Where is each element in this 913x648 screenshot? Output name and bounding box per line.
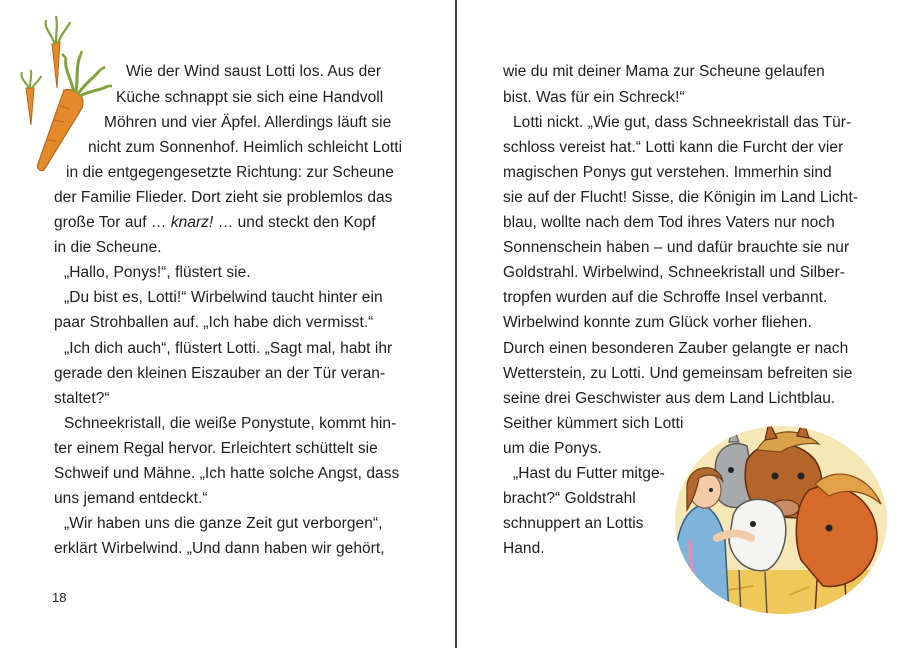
text-line: Möhren und vier Äpfel. Allerdings läuft sie <box>104 114 392 131</box>
text-line: in die entgegengesetzte Richtung: zur Scheune <box>66 164 394 181</box>
text-line: staltet?“ <box>54 390 110 407</box>
text-line: schloss vereist hat.“ Lotti kann die Furcht der vier <box>503 139 844 156</box>
text-line: „Du bist es, Lotti!“ Wirbelwind taucht hinter ein <box>64 289 383 306</box>
text-line: uns jemand entdeckt.“ <box>54 490 208 507</box>
text-line: Küche schnappt sie sich eine Handvoll <box>116 89 384 106</box>
text-line: nicht zum Sonnenhof. Heimlich schleicht Lotti <box>88 139 403 156</box>
text-line: erklärt Wirbelwind. „Und dann haben wir gehört, <box>54 540 385 557</box>
left-page <box>0 0 455 648</box>
text-line: Schneekristall, die weiße Ponystute, kommt hin- <box>64 415 397 432</box>
text-line: Seither kümmert sich Lotti <box>503 415 684 432</box>
text-line: „Hast du Futter mitge- <box>513 465 665 482</box>
text-line: bracht?“ Goldstrahl <box>503 490 636 507</box>
text-fragment: große Tor auf … <box>54 214 167 231</box>
girl-with-ponies-illustration <box>669 420 889 615</box>
text-line: Wirbelwind konnte zum Glück vorher fliehen. <box>503 314 812 331</box>
text-line: Durch einen besonderen Zauber gelangte er nach <box>503 340 849 357</box>
text-line: „Hallo, Ponys!“, flüstert sie. <box>64 264 251 281</box>
text-line: bist. Was für ein Schreck!“ <box>503 89 685 106</box>
text-line: Wie der Wind saust Lotti los. Aus der <box>126 63 382 80</box>
text-line: Schweif und Mähne. „Ich hatte solche Angst, dass <box>54 465 400 482</box>
text-line: der Familie Flieder. Dort zieht sie problemlos das <box>54 189 393 206</box>
text-line: „Ich dich auch“, flüstert Lotti. „Sagt mal, habt ihr <box>64 340 393 357</box>
text-line: ter einem Regal hervor. Erleichtert schüttelt sie <box>54 440 378 457</box>
text-line: Goldstrahl. Wirbelwind, Schneekristall und Silber- <box>503 264 845 281</box>
page-number: 18 <box>52 590 67 605</box>
text-line: paar Strohballen auf. „Ich habe dich vermisst.“ <box>54 314 374 331</box>
text-line: schnuppert an Lottis <box>503 515 644 532</box>
text-line: in die Scheune. <box>54 239 162 256</box>
text-line: „Wir haben uns die ganze Zeit gut verborgen“, <box>64 515 383 532</box>
text-line: Wetterstein, zu Lotti. Und gemeinsam befreiten sie <box>503 365 853 382</box>
text-line: Sonnenschein haben – und dafür brauchte sie nur <box>503 239 850 256</box>
text-line: wie du mit deiner Mama zur Scheune gelaufen <box>503 63 825 80</box>
text-line: Hand. <box>503 540 545 557</box>
text-line: um die Ponys. <box>503 440 602 457</box>
text-line: blau, wollte nach dem Tod ihres Vaters nur noch <box>503 214 835 231</box>
text-line: seine drei Geschwister aus dem Land Lichtblau. <box>503 390 836 407</box>
text-fragment: … und steckt den Kopf <box>217 214 376 231</box>
text-line: sie auf der Flucht! Sisse, die Königin im Land Licht- <box>503 189 859 206</box>
text-line: Lotti nickt. „Wie gut, dass Schneekristall das Tür- <box>513 114 852 131</box>
text-line: magischen Ponys gut verstehen. Immerhin sind <box>503 164 832 181</box>
sound-word: knarz! <box>170 214 214 231</box>
carrot-small-left-icon <box>21 70 41 125</box>
carrot-small-top-icon <box>46 16 70 88</box>
text-line <box>54 213 376 233</box>
text-line: tropfen wurden auf die Schroffe Insel verbannt. <box>503 289 828 306</box>
text-line: gerade den kleinen Eiszauber an der Tür veran- <box>54 365 386 382</box>
